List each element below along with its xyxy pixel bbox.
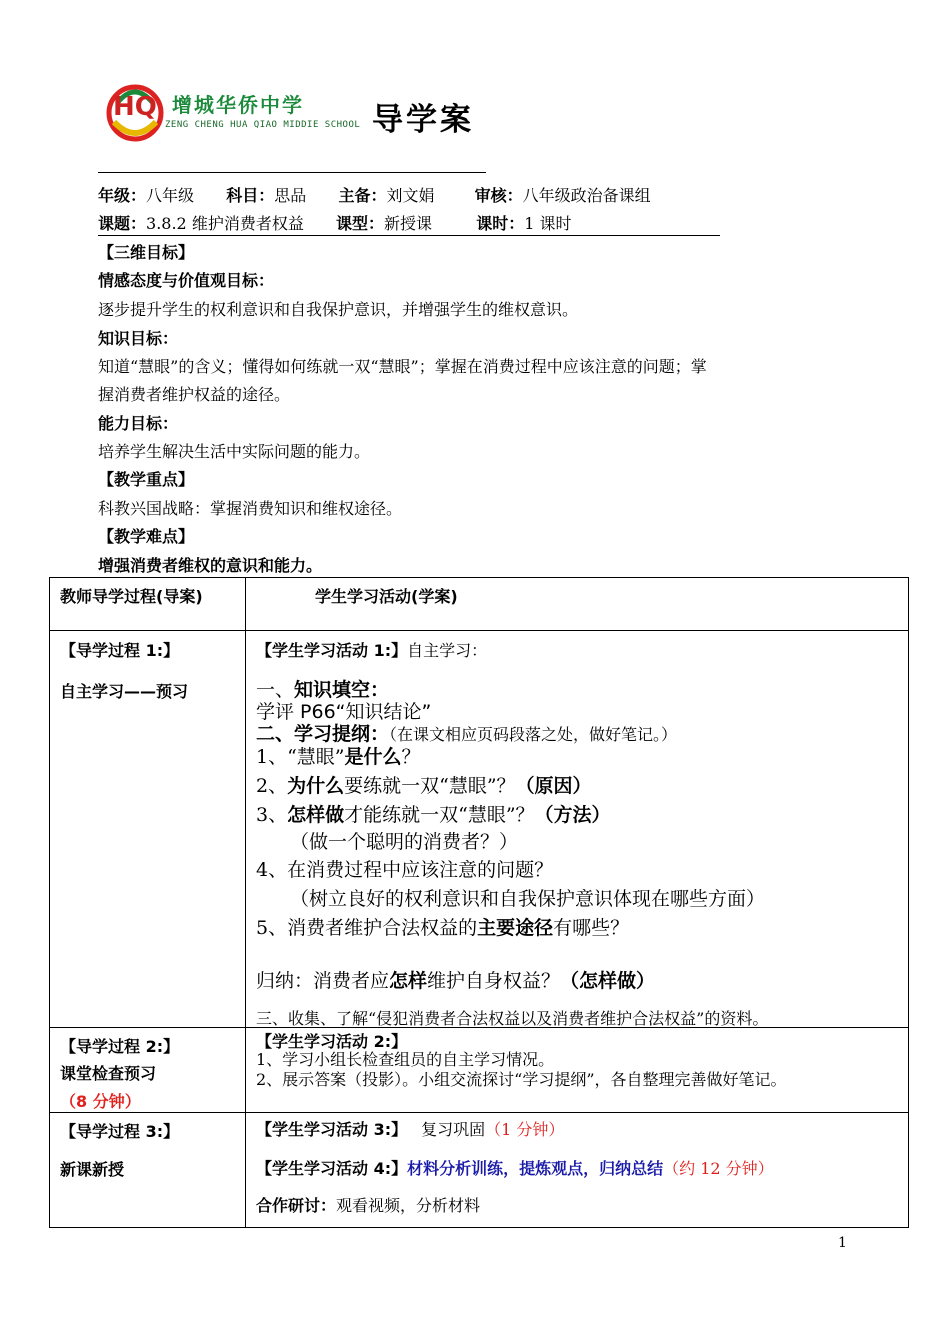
page-number: 1 [838,1235,847,1251]
q1-b: 是什么 [344,746,402,768]
q2-d: （原因） [515,775,592,797]
q2-a: 2、 [256,775,288,797]
key-point-text: 科教兴国战略：掌握消费知识和维权途径。 [98,499,403,518]
type-value: 新授课 [384,214,433,233]
author-label: 主备： [338,186,387,205]
sum-c: 维护自身权益？ [427,970,561,992]
col-header-teacher: 教师导学过程(导案) [60,587,203,606]
topic-value: 3.8.2 维护消费者权益 [146,214,304,233]
hours-label: 课时： [476,214,525,233]
row1-question-5 [256,913,629,940]
act4-text: 材料分析训练，提炼观点，归纳总结 [407,1159,664,1178]
difficulty-text: 增强消费者维权的意识和能力。 [98,556,323,575]
row1-item2-note: （在课文相应页码段落之处，做好笔记。） [389,725,678,744]
type-label: 课型： [336,214,385,233]
meta-line-1 [98,183,651,206]
row3-left-title: 【导学过程 3:】 [60,1122,180,1141]
row1-left-sub: 自主学习——预习 [60,682,189,701]
key-point-heading: 【教学重点】 [98,470,195,489]
subject-label: 科目： [226,186,275,205]
row1-left-title: 【导学过程 1:】 [60,641,180,660]
row1-item1-prefix: 一、 [256,679,295,701]
row1-activity-text: 自主学习： [407,641,488,660]
col-header-student: 学生学习活动(学案) [315,587,458,606]
review-value: 八年级政治备课组 [522,186,651,205]
sum-d: （怎样做） [560,970,656,992]
logo-letters: HQ [113,92,157,122]
header-divider [98,172,486,173]
row1-activity-line [256,638,487,661]
table-column-divider [245,577,246,1228]
q1-a: 1、“慧眼” [256,746,345,768]
logo-school-subtitle: ZENG CHENG HUA QIAO MIDDIE SCHOOL [165,120,361,130]
knowledge-goal-text-1: 知道“慧眼”的含义；懂得如何练就一双“慧眼”；掌握在消费过程中应该注意的问题；掌 [98,357,707,376]
page-title: 导学案 [372,102,474,138]
row1-summary [256,966,655,993]
subject-value: 思品 [274,186,307,205]
table-row-divider-1 [49,630,909,631]
act3-label: 【学生学习活动 3:】 [256,1120,408,1139]
hours-value: 1 课时 [524,214,572,233]
row3-left-sub: 新课新授 [60,1160,125,1179]
row2-left-title: 【导学过程 2:】 [60,1037,180,1056]
logo-school-name: 增城华侨中学 [172,93,304,117]
topic-label: 课题： [98,214,147,233]
q1-c: ？ [401,746,421,768]
row3-activity-4 [256,1156,774,1179]
ability-goal-label: 能力目标： [98,414,179,433]
row2-activity-label: 【学生学习活动 2:】 [256,1032,408,1051]
emotion-goal-text: 逐步提升学生的权利意识和自我保护意识，并增强学生的维权意识。 [98,300,579,319]
act3-text: 复习巩固 [421,1120,486,1139]
act4-label: 【学生学习活动 4:】 [256,1159,408,1178]
coop-text: 观看视频，分析材料 [336,1196,481,1215]
sum-b: 怎样 [389,970,428,992]
row1-question-4: 4、在消费过程中应该注意的问题？ [256,859,554,881]
author-value: 刘文娟 [386,186,435,205]
q3-c: 才能练就一双“慧眼”？ [344,804,535,826]
q5-c: 有哪些？ [553,917,630,939]
row1-activity-label: 【学生学习活动 1:】 [256,641,408,660]
q3-a: 3、 [256,804,288,826]
row1-item2-bold: 二、学习提纲： [256,723,390,745]
grade-label: 年级： [98,186,147,205]
q2-c: 要练就一双“慧眼”？ [344,775,516,797]
table-row-divider-3 [49,1112,909,1113]
act3-time: （1 分钟） [485,1120,565,1139]
row2-line-2: 2、展示答案（投影）。小组交流探讨“学习提纲”，各自整理完善做好笔记。 [256,1070,787,1089]
q2-b: 为什么 [287,775,345,797]
row1-question-1 [256,742,421,769]
grade-value: 八年级 [146,186,195,205]
goals-heading: 【三维目标】 [98,243,195,262]
act4-time: （约 12 分钟） [663,1159,774,1178]
coop-label: 合作研讨： [256,1196,337,1215]
row3-activity-3 [256,1117,564,1140]
row2-left-sub: 课堂检查预习 [60,1064,157,1083]
row2-left-time: （8 分钟） [60,1092,141,1111]
row3-coop [256,1193,480,1216]
review-label: 审核： [474,186,523,205]
q5-a: 5、消费者维护合法权益的 [256,917,478,939]
row2-line-1: 1、学习小组长检查组员的自主学习情况。 [256,1050,555,1069]
row1-question-2 [256,771,592,798]
sum-a: 归纳：消费者应 [256,970,390,992]
meta-line-2 [98,211,720,236]
q3-b: 怎样做 [287,804,345,826]
row1-question-3-note: （做一个聪明的消费者？） [290,831,519,853]
ability-goal-text: 培养学生解决生活中实际问题的能力。 [98,442,371,461]
row1-item1-bold: 知识填空： [294,679,390,701]
row1-question-3 [256,800,611,827]
knowledge-goal-label: 知识目标： [98,329,179,348]
q5-b: 主要途径 [477,917,554,939]
knowledge-goal-text-2: 握消费者维护权益的途径。 [98,385,291,404]
row1-item3: 三、收集、了解“侵犯消费者合法权益以及消费者维护合法权益”的资料。 [256,1009,769,1028]
row1-question-4-note: （树立良好的权利意识和自我保护意识体现在哪些方面） [290,888,766,910]
q3-d: （方法） [534,804,611,826]
emotion-goal-label: 情感态度与价值观目标： [98,271,275,290]
row1-item1-line2: 学评 P66“知识结论” [256,701,432,723]
difficulty-heading: 【教学难点】 [98,527,195,546]
